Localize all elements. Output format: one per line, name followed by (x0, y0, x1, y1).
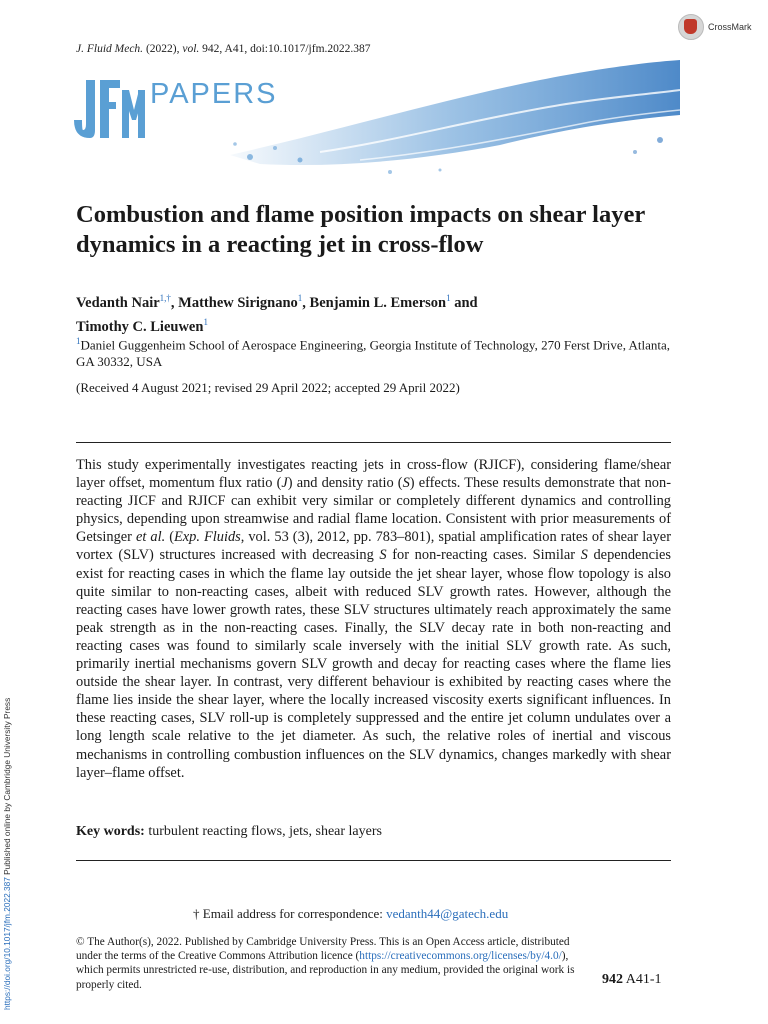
page-article: A41-1 (623, 972, 662, 987)
journal-citation (76, 43, 371, 55)
author-name[interactable]: Timothy C. Lieuwen (76, 318, 204, 335)
papers-label: PAPERS (150, 78, 278, 110)
affiliation-mark: 1 (76, 336, 81, 346)
journal-name: J. Fluid Mech. (76, 43, 144, 55)
received-dates: (Received 4 August 2021; revised 29 April 2022; accepted 29 April 2022) (76, 380, 460, 395)
side-doi-link[interactable]: https://doi.org/10.1017/jfm.2022.387 (2, 877, 12, 1010)
page-number (602, 972, 662, 988)
author-separator: , (170, 294, 179, 311)
author-separator: and (450, 294, 478, 311)
side-doi-watermark (2, 650, 12, 1010)
crossmark-icon (678, 14, 704, 40)
journal-vol-label: vol. (182, 43, 200, 55)
author-separator: , (302, 294, 310, 311)
abstract: This study experimentally investigates reacting jets in cross-flow (RJICF), considering flame/shear layer offset, momentum flux ratio (J) and density ratio (S) effects. These results demonstrate that non-reacting JICF and RJICF can exhibit very similar or completely different dynamics and controlling physics, depending upon streamwise and radial flame location. Consistent with prior measurements of Getsinger et al. (Exp. Fluids, vol. 53 (3), 2012, pp. 783–801), spatial amplification rates of shear layer vortex (SLV) structures increased with decreasing S for non-reacting cases. Similar S dependencies exist for reacting cases in which the flame lay outside the jet shear layer, whose flow topology is also quite similar to non-reacting cases, albeit with reduced SLV growth rates. However, although the reacting cases have lower growth rates, these SLV structures ultimately reach approximately the same peak strength as in the non-reacting cases. Finally, the SLV decay rate in both non-reacting and reacting cases was found to similarly scale inversely with the initial SLV growth rate. As such, primarily inertial mechanisms govern SLV growth and decay for reacting cases where the flame lies outside the shear layer. In contrast, very different behaviour is exhibited by reacting cases where the flame lies inside the shear layer, where the locally increased viscosity exerts significant influences. In these reacting cases, SLV roll-up is completely suppressed and the entire jet column undulates over a long length scale relative to the jet diameter. As such, the relative roles of inertial and viscous mechanisms in controlling combustion influences on the SLV dynamics, changes markedly with shear layer–flame offset. (76, 457, 671, 781)
correspondence-label: † Email address for correspondence: (193, 906, 387, 921)
jfm-logo (74, 80, 146, 140)
license-link[interactable]: https://creativecommons.org/licenses/by/4.0/ (359, 950, 562, 963)
side-publisher-note: Published online by Cambridge University Press (2, 697, 12, 878)
author-list (76, 289, 696, 337)
affiliation (76, 333, 676, 370)
keywords-label: Key words: (76, 824, 145, 839)
crossmark-badge[interactable] (678, 14, 752, 40)
author-affil-mark[interactable]: 1,† (159, 293, 171, 303)
author-affil-mark[interactable]: 1 (446, 293, 451, 303)
author-affil-mark[interactable]: 1 (297, 293, 303, 303)
journal-doi: 942, A41, doi:10.1017/jfm.2022.387 (199, 43, 371, 55)
journal-year: (2022), (143, 43, 183, 55)
bottom-divider (76, 860, 671, 861)
keywords (76, 824, 382, 840)
top-divider (76, 442, 671, 443)
keywords-text[interactable]: turbulent reacting flows, jets, shear layers (144, 824, 382, 839)
correspondence-footnote (193, 906, 508, 922)
correspondence-email-link[interactable]: vedanth44@gatech.edu (386, 906, 509, 921)
paper-title: Combustion and flame position impacts on shear layer dynamics in a reacting jet in cross-flow (76, 201, 645, 258)
author-name[interactable]: Vedanth Nair (76, 294, 160, 311)
license-notice: © The Author(s), 2022. Published by Cambridge University Press. This is an Open Access article, distributed under the terms of the Creative Commons Attribution licence (https://creativecommons.org/licenses/by/4.0/), which permits unrestricted re-use, distribution, and reproduction in any medium, provided the original work is properly cited. (76, 936, 575, 991)
author-name[interactable]: Matthew Sirignano (178, 294, 298, 311)
crossmark-label: CrossMark (708, 22, 752, 32)
affiliation-text: Daniel Guggenheim School of Aerospace Engineering, Georgia Institute of Technology, 270 Ferst Drive, Atlanta, GA 30332, USA (76, 337, 670, 370)
author-affil-mark[interactable]: 1 (203, 316, 208, 327)
page-volume: 942 (602, 972, 623, 987)
author-name[interactable]: Benjamin L. Emerson (309, 294, 447, 311)
